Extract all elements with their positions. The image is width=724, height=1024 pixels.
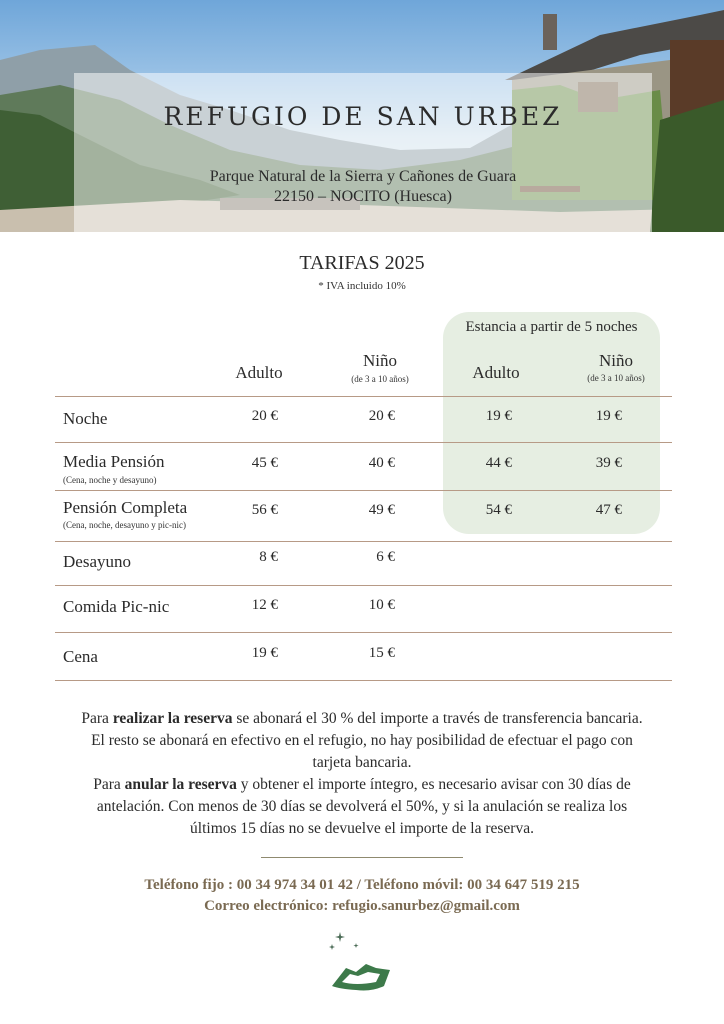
refugio-logo-icon	[326, 928, 398, 998]
cancel-line-2: antelación. Con menos de 30 días se devolverá el 50%, y si la anulación se realiza los	[96, 798, 628, 815]
row-divider	[55, 585, 672, 586]
row-divider	[55, 680, 672, 681]
price-picnic-child: 10 €	[368, 597, 395, 613]
price-pension-completa-stay-adult: 54 €	[485, 502, 512, 518]
row-label-pension-completa: Pensión Completa	[63, 498, 188, 517]
section-divider	[261, 857, 463, 858]
row-label-noche: Noche	[63, 409, 108, 428]
price-media-pension-adult: 45 €	[251, 455, 278, 471]
price-desayuno-adult: 8 €	[259, 549, 278, 565]
price-noche-adult: 20 €	[251, 408, 278, 424]
row-divider	[55, 632, 672, 633]
price-pension-completa-adult: 56 €	[251, 502, 278, 518]
row-label-picnic: Comida Pic-nic	[63, 597, 170, 616]
cancel-line-1: Para anular la reserva y obtener el importe íntegro, es necesario avisar con 30 días de	[93, 776, 631, 793]
mountain-mark-icon	[332, 964, 390, 991]
row-label-desayuno: Desayuno	[63, 552, 131, 571]
col-header-stay-child: Niño	[599, 351, 633, 370]
col-header-adult: Adulto	[235, 363, 283, 382]
row-divider	[55, 541, 672, 542]
price-media-pension-child: 40 €	[368, 455, 395, 471]
row-divider	[55, 490, 672, 491]
price-noche-stay-adult: 19 €	[485, 408, 512, 424]
hero-photo	[0, 0, 724, 232]
row-label-cena: Cena	[63, 647, 98, 666]
booking-line-1: Para realizar la reserva se abonará el 30 % del importe a través de transferencia bancaria.	[81, 710, 643, 727]
col-header-child: Niño	[363, 351, 397, 370]
title-overlay-panel	[74, 73, 652, 232]
row-note-pension-completa: (Cena, noche, desayuno y pic-nic)	[63, 520, 186, 530]
price-media-pension-stay-adult: 44 €	[485, 455, 512, 471]
col-header-stay-child-note: (de 3 a 10 años)	[587, 373, 645, 383]
price-noche-child: 20 €	[368, 408, 395, 424]
booking-line-2: El resto se abonará en efectivo en el refugio, no hay posibilidad de efectuar el pago con	[91, 732, 633, 749]
row-divider	[55, 442, 672, 443]
col-header-child-note: (de 3 a 10 años)	[351, 374, 409, 384]
row-label-media-pension: Media Pensión	[63, 452, 165, 471]
price-desayuno-child: 6 €	[376, 549, 395, 565]
price-media-pension-stay-child: 39 €	[595, 455, 622, 471]
price-pension-completa-stay-child: 47 €	[595, 502, 622, 518]
price-cena-adult: 19 €	[251, 645, 278, 661]
row-divider	[55, 396, 672, 397]
subtitle-park: Parque Natural de la Sierra y Cañones de Guara	[209, 168, 517, 185]
price-pension-completa-child: 49 €	[368, 502, 395, 518]
page-title: REFUGIO DE SAN URBEZ	[163, 102, 563, 131]
booking-line-3: tarjeta bancaria.	[312, 754, 412, 771]
price-noche-stay-child: 19 €	[595, 408, 622, 424]
sparkle-stars-icon	[329, 932, 359, 950]
cancel-line-3: últimos 15 días no se devuelve el importe de la reserva.	[190, 820, 534, 837]
price-picnic-adult: 12 €	[251, 597, 278, 613]
long-stay-label: Estancia a partir de 5 noches	[465, 319, 638, 335]
booking-paragraph	[40, 708, 684, 840]
col-header-stay-adult: Adulto	[472, 363, 520, 382]
tarifas-heading: TARIFAS 2025	[299, 252, 425, 274]
price-cena-child: 15 €	[368, 645, 395, 661]
iva-note: * IVA incluido 10%	[318, 280, 406, 292]
row-note-media-pension: (Cena, noche y desayuno)	[63, 475, 157, 485]
contact-email: Correo electrónico: refugio.sanurbez@gmail.com	[204, 898, 520, 914]
contact-phones: Teléfono fijo : 00 34 974 34 01 42 / Teléfono móvil: 00 34 647 519 215	[144, 877, 580, 893]
subtitle-address: 22150 – NOCITO (Huesca)	[274, 188, 452, 205]
